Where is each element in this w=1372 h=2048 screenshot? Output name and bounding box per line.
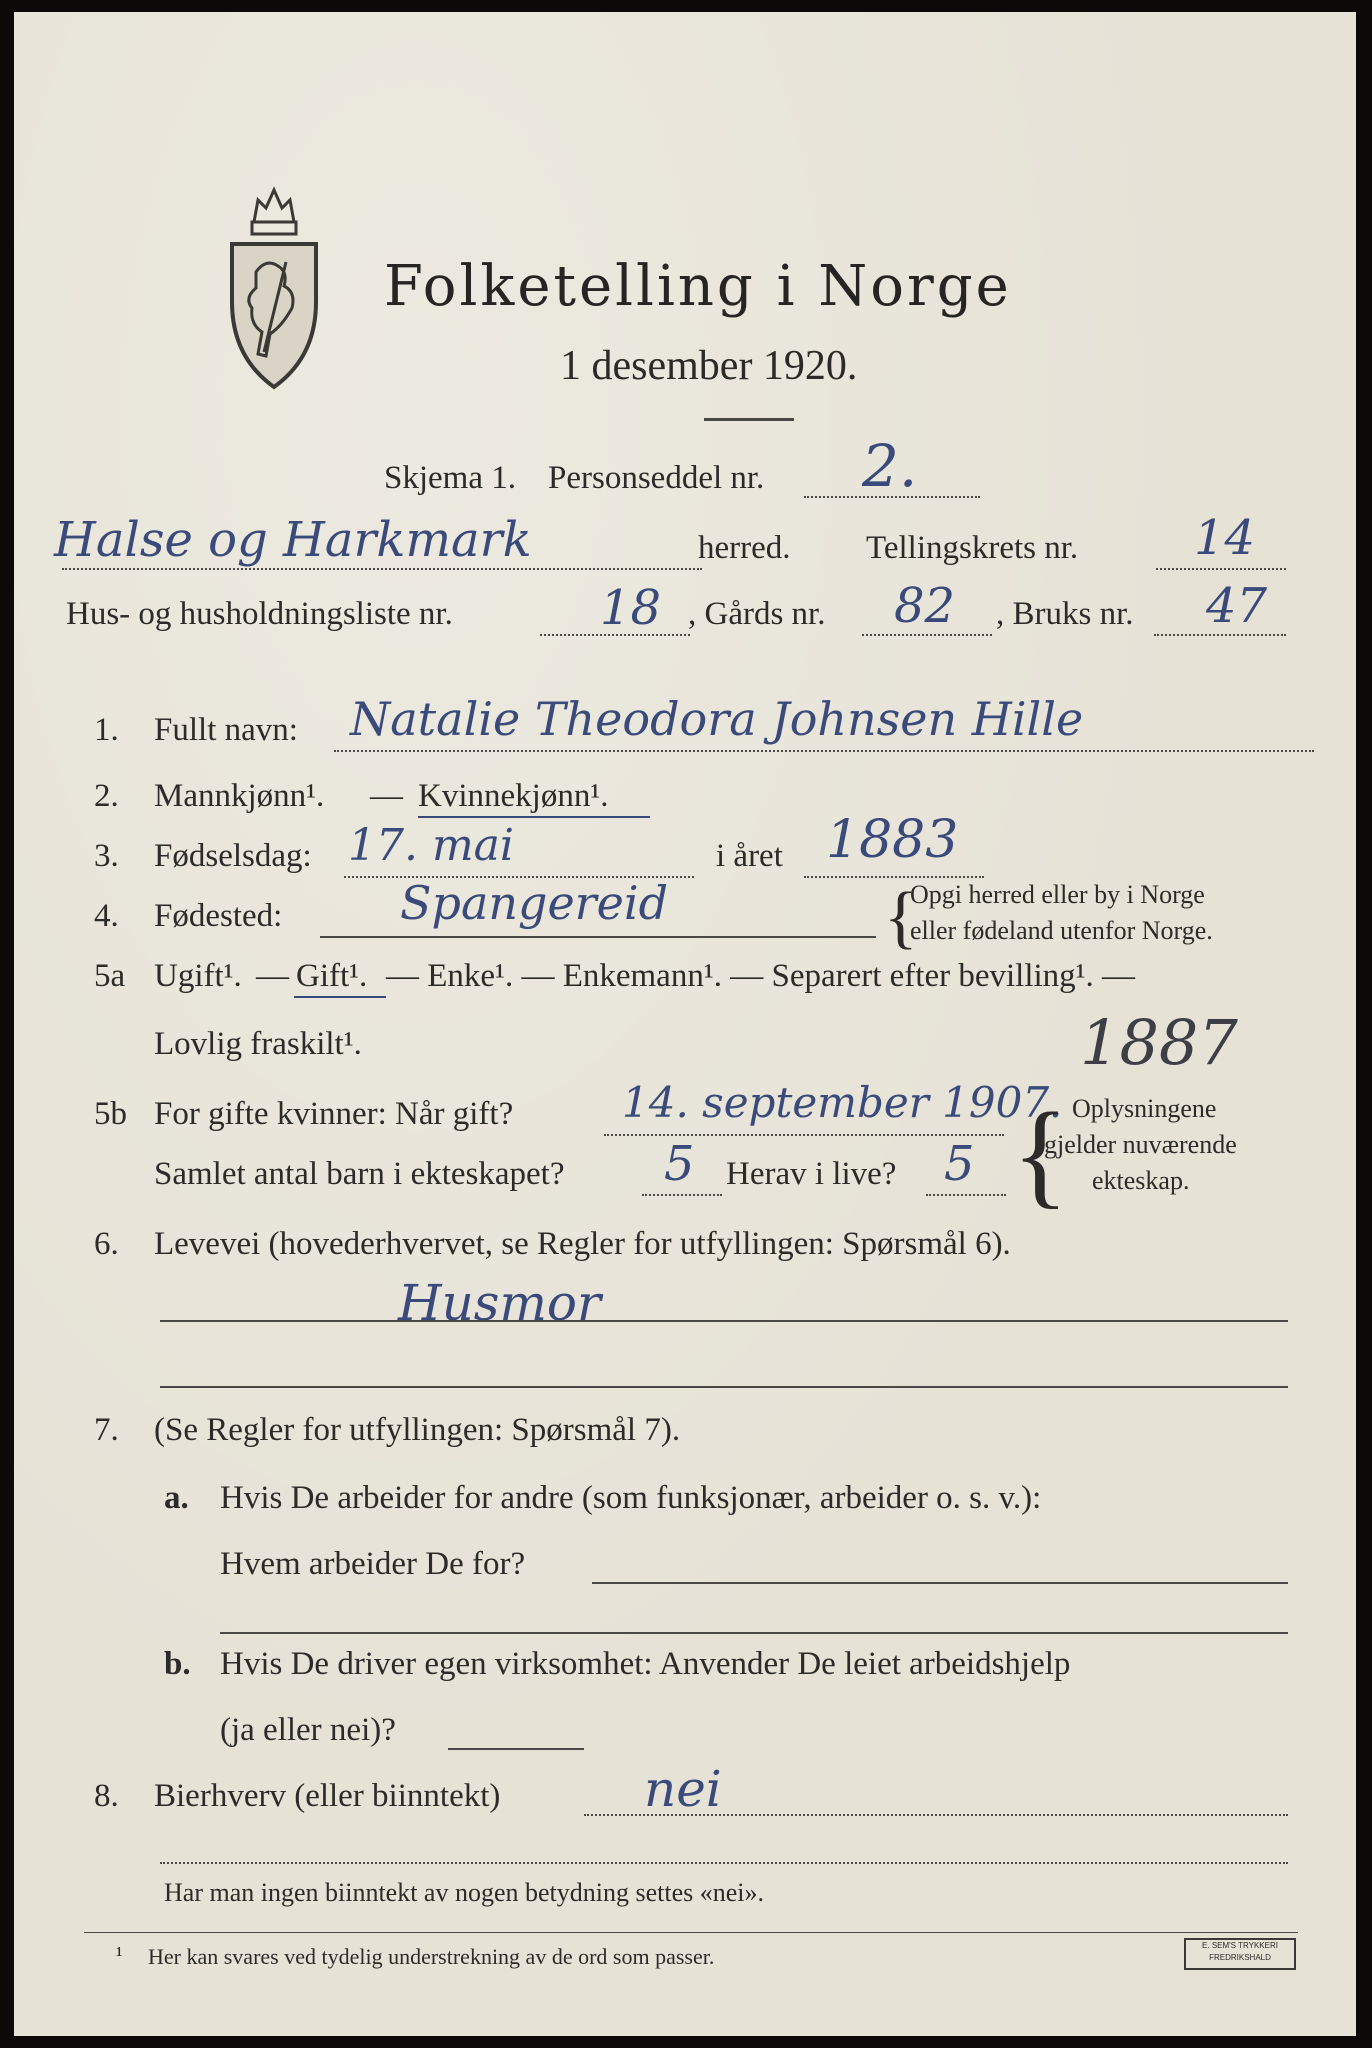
birth-year-value[interactable]: 1883	[826, 810, 959, 870]
bruks-value[interactable]: 47	[1206, 578, 1268, 634]
occupation-line-1	[160, 1320, 1288, 1322]
gards-line	[862, 634, 992, 636]
q7-label: (Se Regler for utfyllingen: Spørsmål 7).	[154, 1412, 681, 1448]
tellingskrets-value[interactable]: 14	[1194, 510, 1256, 566]
employer-line-2[interactable]	[220, 1632, 1288, 1634]
q6-label: Levevei (hovederhvervet, se Regler for utfyllingen: Spørsmål 6).	[154, 1226, 1011, 1262]
q4-number: 4.	[94, 898, 119, 934]
female-option[interactable]: Kvinnekjønn¹.	[418, 778, 609, 814]
printer-line-2: FREDRIKSHALD	[1209, 1953, 1271, 1962]
q3-label: Fødselsdag:	[154, 838, 312, 874]
marriage-note-3: ekteskap.	[1092, 1166, 1190, 1195]
herred-label: herred.	[698, 530, 791, 566]
tellingskrets-label: Tellingskrets nr.	[866, 530, 1079, 566]
employer-line-1[interactable]	[592, 1582, 1288, 1584]
herred-value[interactable]: Halse og Harkmark	[54, 512, 532, 568]
form-title: Folketelling i Norge	[384, 254, 1012, 319]
hus-value[interactable]: 18	[600, 580, 662, 636]
q5b-number: 5b	[94, 1096, 127, 1132]
personseddel-label: Personseddel nr.	[548, 460, 765, 496]
married-option[interactable]: Gift¹.	[296, 958, 368, 994]
marriage-note-1: Oplysningene	[1072, 1094, 1217, 1123]
children-value[interactable]: 5	[664, 1136, 695, 1192]
q7b-line1: Hvis De driver egen virksomhet: Anvender De leiet arbeidshjelp	[220, 1646, 1071, 1682]
q3-number: 3.	[94, 838, 119, 874]
hus-label: Hus- og husholdningsliste nr.	[66, 596, 453, 632]
gards-value[interactable]: 82	[894, 578, 956, 634]
marriage-note-2: gjelder nuværende	[1044, 1130, 1237, 1159]
footnote-divider	[84, 1932, 1298, 1933]
coat-of-arms-icon	[224, 182, 324, 392]
alive-label: Herav i live?	[726, 1156, 897, 1192]
side-income-note: Har man ingen biinntekt av nogen betydning settes «nei».	[164, 1878, 765, 1907]
census-date: 1 desember 1920.	[560, 343, 858, 389]
q7a-number: a.	[164, 1480, 189, 1516]
alive-line	[926, 1194, 1006, 1196]
q7a-line1: Hvis De arbeider for andre (som funksjonær, arbeider o. s. v.):	[220, 1480, 1042, 1516]
q1-label: Fullt navn:	[154, 712, 298, 748]
marital-other-options: — Enke¹. — Enkemann¹. — Separert efter bevilling¹. —	[386, 958, 1136, 994]
q6-number: 6.	[94, 1226, 119, 1262]
male-option[interactable]: Mannkjønn¹.	[154, 778, 325, 814]
q7a-line2: Hvem arbeider De for?	[220, 1546, 526, 1582]
occupation-value[interactable]: Husmor	[398, 1274, 601, 1332]
footnote-mark: ¹	[116, 1942, 123, 1967]
q4-label: Fødested:	[154, 898, 283, 934]
alive-value[interactable]: 5	[944, 1136, 975, 1192]
full-name-value[interactable]: Natalie Theodora Johnsen Hille	[350, 692, 1084, 746]
year-label: i året	[716, 838, 783, 874]
herred-line	[62, 568, 702, 570]
q2-number: 2.	[94, 778, 119, 814]
q8-label: Bierhverv (eller biinntekt)	[154, 1778, 501, 1814]
side-income-line-2	[160, 1862, 1288, 1864]
q8-number: 8.	[94, 1778, 119, 1814]
tellingskrets-line	[1156, 568, 1286, 570]
married-underline	[294, 996, 386, 998]
q5a-dash: —	[256, 958, 289, 994]
skjema-label: Skjema 1.	[384, 460, 516, 496]
married-date-value[interactable]: 14. september 1907.	[622, 1078, 1063, 1127]
bruks-label: , Bruks nr.	[996, 596, 1134, 632]
female-underline	[418, 816, 650, 818]
marriage-note-brace: {	[1012, 1088, 1069, 1219]
printer-line-1: E. SEM'S TRYKKERI	[1202, 1941, 1278, 1950]
census-form	[14, 12, 1356, 2036]
q2-dash: —	[370, 778, 403, 814]
footnote-text: Her kan svares ved tydelig understrekning av de ord som passer.	[148, 1944, 715, 1969]
divorced-option[interactable]: Lovlig fraskilt¹.	[154, 1026, 362, 1062]
margin-note: 1887	[1080, 1006, 1238, 1079]
q5a-number: 5a	[94, 958, 126, 994]
side-income-value[interactable]: nei	[644, 1760, 722, 1818]
q5b-label: For gifte kvinner: Når gift?	[154, 1096, 514, 1132]
gards-label: , Gårds nr.	[688, 596, 826, 632]
birthday-value[interactable]: 17. mai	[348, 820, 514, 871]
q1-line	[334, 750, 1314, 752]
unmarried-option[interactable]: Ugift¹.	[154, 958, 242, 994]
occupation-line-2	[160, 1386, 1288, 1388]
q1-number: 1.	[94, 712, 119, 748]
bruks-line	[1154, 634, 1286, 636]
q7b-number: b.	[164, 1646, 191, 1682]
birthplace-line	[320, 936, 876, 938]
birthplace-note-2: eller fødeland utenfor Norge.	[910, 916, 1213, 945]
printer-mark	[1184, 1938, 1296, 1970]
children-line	[642, 1194, 722, 1196]
title-divider	[704, 418, 794, 421]
q7-number: 7.	[94, 1412, 119, 1448]
birthplace-note-1: Opgi herred eller by i Norge	[910, 880, 1205, 909]
birthplace-brace: {	[884, 879, 918, 956]
personseddel-value[interactable]: 2.	[862, 432, 918, 500]
q7b-line2: (ja eller nei)?	[220, 1712, 396, 1748]
children-label: Samlet antal barn i ekteskapet?	[154, 1156, 565, 1192]
hired-help-line[interactable]	[448, 1748, 584, 1750]
birthplace-value[interactable]: Spangereid	[400, 876, 669, 930]
